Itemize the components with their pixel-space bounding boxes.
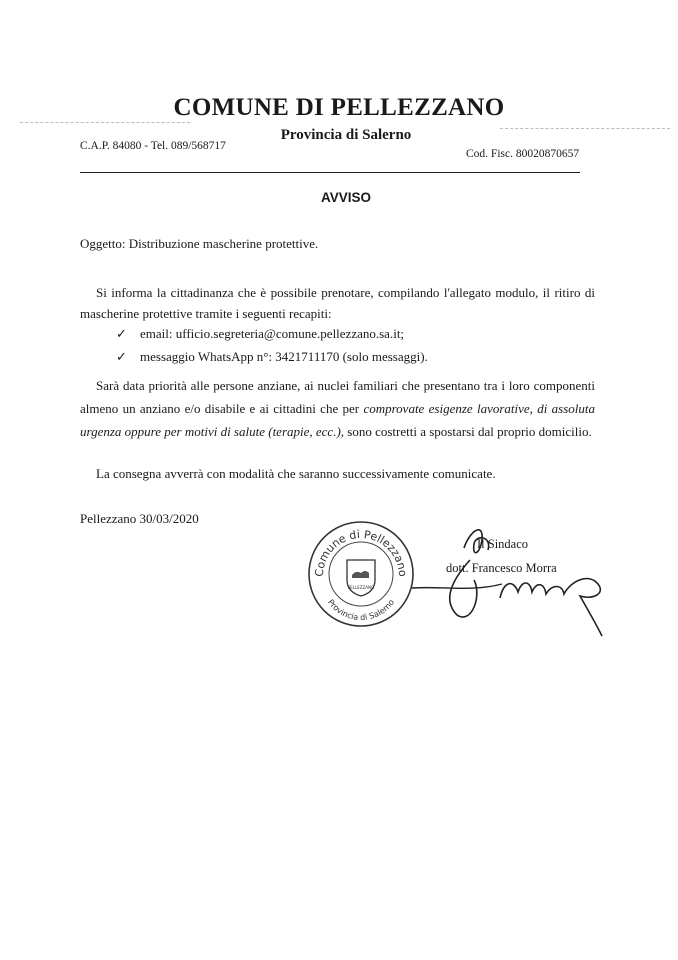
contact-email-text: email: ufficio.segreteria@comune.pellezzano.sa.it; — [140, 326, 405, 341]
priority-text-2: sono costretti a spostarsi dal proprio domicilio. — [344, 424, 592, 439]
scan-artifact — [20, 122, 190, 123]
stamp-top-text: Comune di Pellezzano — [312, 527, 410, 578]
stamp-inner-text: PELLEZZANO — [347, 585, 375, 590]
mayor-title: Il Sindaco — [477, 537, 529, 551]
signature-stroke — [412, 584, 502, 588]
municipality-title: COMUNE DI PELLEZZANO — [173, 94, 505, 121]
municipal-stamp — [305, 518, 417, 630]
intro-paragraph — [80, 282, 595, 324]
intro-text: Si informa la cittadinanza che è possibile prenotare, compilando l'allegato modulo, il ritiro di mascherine protettive tramite i seguenti recapiti: — [80, 285, 595, 321]
place-date: Pellezzano 30/03/2020 — [80, 511, 199, 526]
delivery-paragraph: La consegna avverrà con modalità che saranno successivamente comunicate. — [96, 466, 496, 481]
priority-text-1: Sarà data priorità alle persone anziane, ai nuclei familiari che presentano tra i loro componenti almeno un anziano e/o disabile e ai cittadini che per — [80, 378, 595, 416]
contact-email — [116, 326, 404, 342]
header-divider — [80, 172, 580, 173]
checkmark-icon: ✓ — [116, 326, 127, 341]
contact-whatsapp — [116, 349, 428, 365]
mayor-name: dott. Francesco Morra — [446, 561, 557, 575]
signature-stroke — [500, 579, 602, 636]
fiscal-code: Cod. Fisc. 80020870657 — [466, 148, 580, 160]
animal-emblem-icon — [352, 571, 369, 578]
subject-line: Oggetto: Distribuzione mascherine protettive. — [80, 236, 319, 251]
stamp-bottom-text: Provincia di Salerno — [325, 597, 397, 623]
contact-whatsapp-text: messaggio WhatsApp n°: 3421711170 (solo messaggi). — [140, 349, 428, 364]
notice-heading: AVVISO — [320, 190, 371, 205]
checkmark-icon: ✓ — [116, 349, 127, 364]
province-subtitle: Provincia di Salerno — [280, 127, 412, 143]
priority-text-italic: comprovate esigenze lavorative, di assoluta urgenza oppure per motivi di salute (terapie, ecc.), — [80, 401, 595, 439]
cap-phone: C.A.P. 84080 - Tel. 089/568717 — [80, 140, 226, 152]
priority-paragraph — [80, 374, 595, 443]
